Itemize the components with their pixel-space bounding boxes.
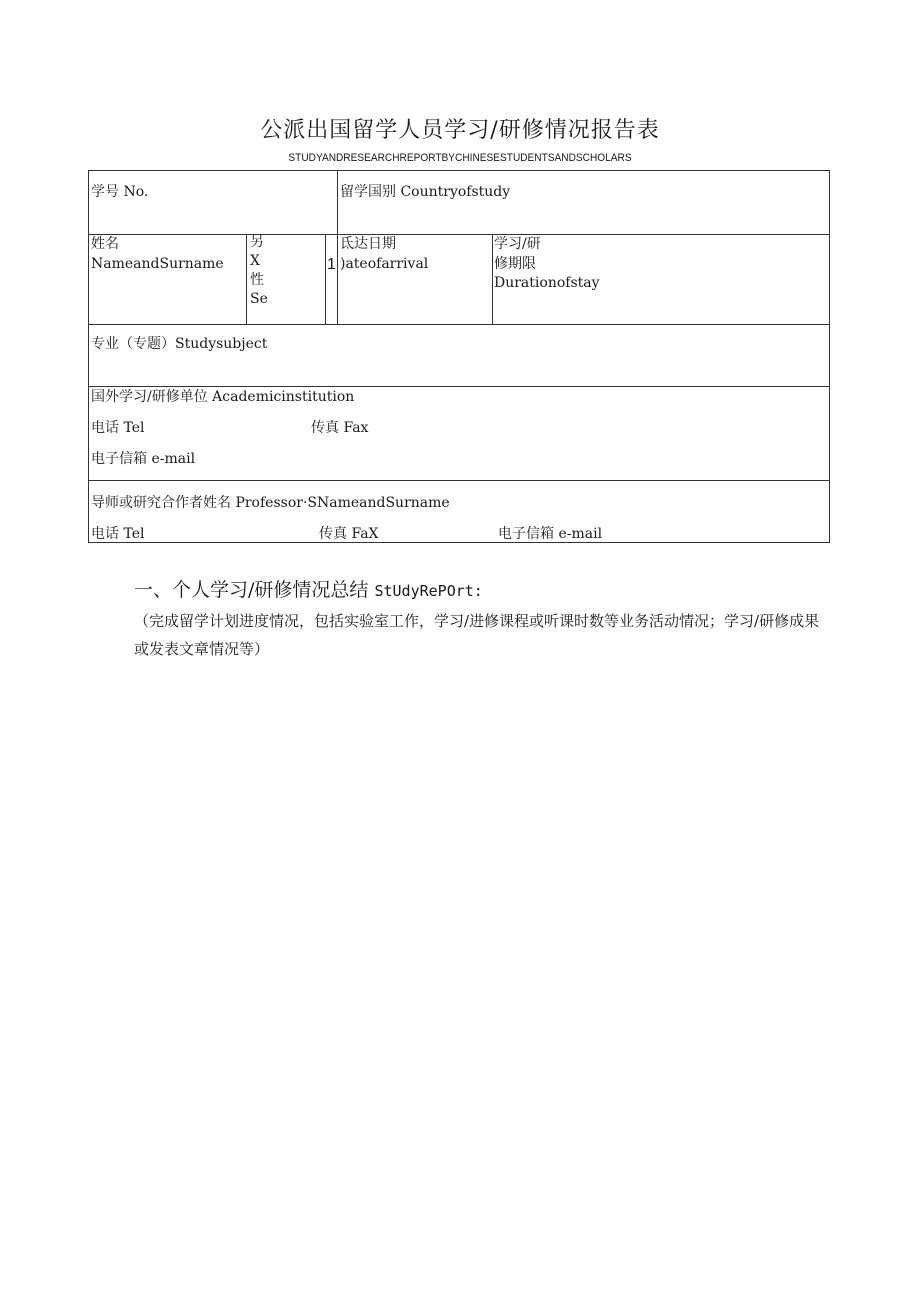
form-title: 公派出国留学人员学习/研修情况报告表	[260, 118, 660, 143]
duration-label-cn-2: 修期限	[494, 256, 536, 272]
column-divider	[492, 234, 493, 324]
column-divider	[325, 234, 326, 324]
institution-fax-label: 传真 Fax	[311, 420, 369, 436]
institution-label: 国外学习/研修单位 Academicinstitution	[91, 389, 355, 405]
sex-label-part: 另	[250, 234, 264, 250]
section-note: （完成留学计划进度情况，包括实验室工作，学习/进修课程或听课时数等业务活动情况；学习/研修成果或发表文章情况等）	[134, 612, 820, 658]
column-divider	[246, 234, 247, 324]
section-heading-cn: 一、个人学习/研修情况总结	[134, 579, 369, 601]
row-divider	[89, 324, 829, 325]
sex-label-part: 性	[250, 272, 264, 288]
professor-email-label: 电子信箱 e-mail	[498, 526, 603, 542]
professor-tel-label: 电话 Tel	[91, 526, 145, 542]
professor-name-label: 导师或研究合作者姓名 Professor·SNameandSurname	[91, 495, 450, 511]
report-form-table	[88, 170, 830, 543]
sex-value-mark: 1	[327, 256, 336, 273]
column-divider	[337, 171, 338, 324]
row-divider	[89, 480, 829, 481]
name-label-en: NameandSurname	[91, 256, 224, 272]
professor-fax-label: 传真 FaX	[319, 526, 379, 542]
arrival-date-label-cn: 氐达日期	[340, 236, 396, 252]
duration-label-en: Durationofstay	[494, 275, 600, 291]
sex-label-part: Se	[250, 291, 268, 307]
institution-tel-label: 电话 Tel	[91, 420, 145, 436]
sex-label-part: X	[250, 253, 260, 269]
duration-label-cn-1: 学习/研	[494, 236, 541, 252]
institution-email-label: 电子信箱 e-mail	[91, 451, 196, 467]
sex-label	[250, 233, 268, 309]
section-heading	[134, 575, 483, 602]
section-heading-en: StUdyRePOrt:	[374, 582, 483, 600]
name-label-cn: 姓名	[91, 236, 119, 252]
form-subtitle: STUDYANDRESEARCHREPORTBYCHINESESTUDENTSANDSCHOLARS	[288, 152, 632, 164]
country-of-study-label: 留学国别 Countryofstudy	[340, 184, 511, 200]
arrival-date-label-en: )ateofarrival	[340, 256, 429, 272]
row-divider	[89, 234, 829, 235]
student-number-label: 学号 No.	[91, 184, 149, 200]
study-subject-label: 专业（专题）Studysubject	[91, 336, 268, 352]
